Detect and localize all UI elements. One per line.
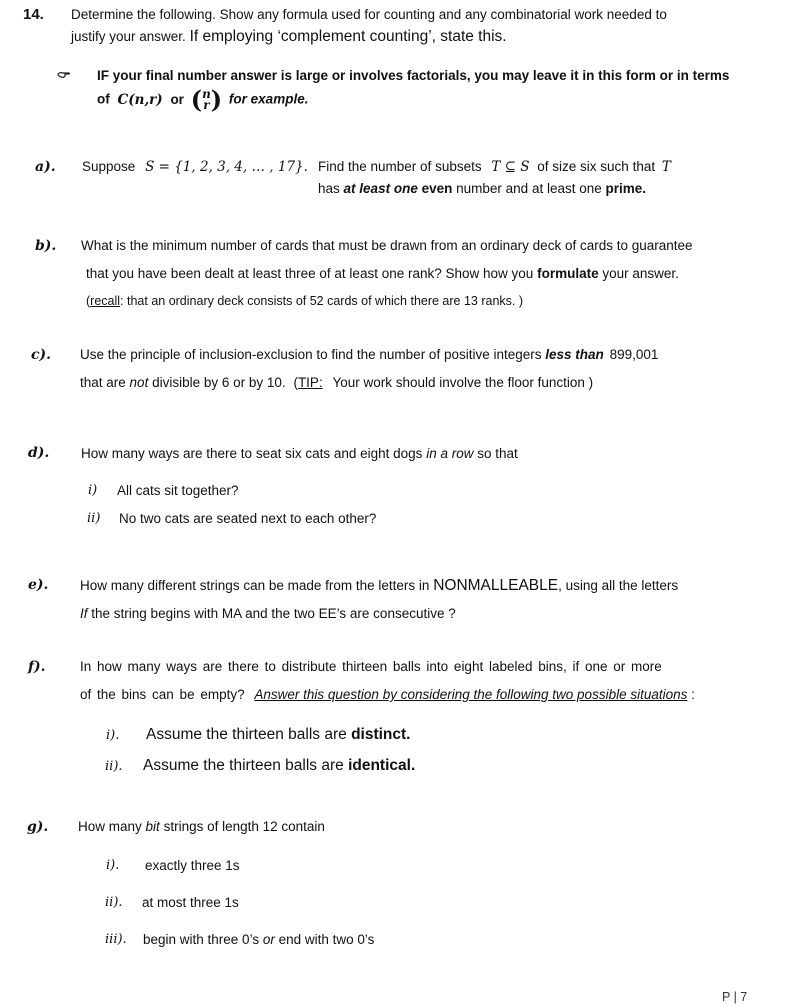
part-e-if: If (80, 606, 88, 621)
part-b-formulate: formulate (537, 266, 599, 281)
part-g-sub3-a: begin with three 0’s (143, 932, 260, 947)
part-g-bit: bit (145, 819, 160, 834)
part-c-number: 899,001 (609, 347, 659, 362)
part-c-tip-open: ( (293, 375, 298, 390)
page-footer: P | 7 (722, 990, 748, 1004)
part-g-line1c: strings of length 12 contain (163, 819, 325, 834)
part-a-line2 (318, 181, 646, 196)
recall-word: recall (90, 294, 121, 308)
part-g-line1a: How many (78, 819, 142, 834)
part-a-suppose: Suppose (82, 159, 136, 174)
part-g-sub2-label: ii). (105, 895, 123, 910)
part-a-has: has (318, 181, 340, 196)
part-g-label: g). (27, 819, 49, 835)
part-b-line2c: your answer. (602, 266, 679, 281)
recall-open: ( (86, 294, 91, 308)
part-f-sub2-label: ii). (105, 759, 123, 774)
part-a-prime: prime. (605, 181, 647, 196)
part-d-sub1-text: All cats sit together? (117, 483, 239, 498)
part-a-atleast: at least one (343, 181, 418, 196)
part-a-t: T (661, 159, 671, 175)
part-f-sub1-text: Assume the thirteen balls are (146, 726, 347, 743)
note-cnr: C(n,r) (117, 91, 163, 108)
note-example: for example. (228, 91, 309, 107)
part-f-colon: : (691, 687, 695, 702)
part-c-line2c: divisible by 6 or by 10. (152, 375, 286, 390)
part-f-instruction: Answer this question by considering the following two possible situations (254, 687, 688, 702)
part-a-find: Find the number of subsets (318, 159, 482, 174)
part-c-line1 (80, 347, 658, 362)
question-number: 14. (23, 6, 44, 23)
part-b-recall (86, 294, 523, 308)
part-f-line1: In how many ways are there to distribute thirteen balls into eight labeled bins, if one or more (80, 659, 662, 674)
question-intro-line1: Determine the following. Show any formula used for counting and any combinatorial work needed to (71, 7, 667, 22)
part-a-subset: T ⊆ S (491, 159, 530, 175)
part-b-line2 (86, 266, 679, 281)
part-b-line2a: that you have been dealt at least three of at least one rank? Show how you (86, 266, 534, 281)
part-f-line2 (80, 687, 695, 702)
part-d-so-that: so that (477, 446, 518, 461)
pointing-hand-icon (57, 68, 71, 83)
question-intro-line2 (71, 28, 507, 46)
part-g-sub3-or: or (262, 932, 275, 947)
part-g-sub2-text: at most three 1s (142, 895, 239, 910)
part-d-line1a: How many ways are there to seat six cats and eight dogs (81, 446, 423, 461)
part-a-size: of size six such that (537, 159, 656, 174)
part-f-sub1-label: i). (106, 728, 120, 743)
note-or: or (170, 91, 184, 107)
part-c-line1a: Use the principle of inclusion-exclusion to find the number of positive integers (80, 347, 542, 362)
part-a-rest: number and at least one (456, 181, 602, 196)
part-e-line1c: , using all the letters (558, 578, 679, 593)
part-f-distinct: distinct. (351, 726, 411, 743)
part-g-sub1-text: exactly three 1s (145, 858, 240, 873)
part-c-not: not (129, 375, 149, 390)
binomial-symbol: ( n r ) (190, 85, 223, 114)
part-d-sub2-label: ii) (87, 511, 101, 526)
part-f-sub2 (143, 757, 415, 775)
part-g-line1 (78, 819, 325, 834)
recall-rest: : that an ordinary deck consists of 52 cards of which there are 13 ranks. ) (120, 294, 524, 308)
part-d-sub2-text: No two cats are seated next to each other? (119, 511, 377, 526)
intro-justify-text: justify your answer. (71, 29, 186, 44)
part-e-line1 (80, 577, 678, 595)
part-f-label: f). (28, 659, 46, 675)
part-g-sub3-c: end with two 0’s (278, 932, 375, 947)
binom-bottom: r (203, 98, 210, 112)
part-a-set: S = {1, 2, 3, 4, … , 17}. (145, 159, 308, 175)
part-f-line2a: of the bins can be empty? (80, 687, 245, 702)
part-e-word: NONMALLEABLE (433, 577, 559, 594)
part-c-line2a: that are (80, 375, 126, 390)
part-c-label: c). (31, 347, 52, 363)
intro-complement-text: If employing ‘complement counting’, state this. (189, 28, 507, 45)
part-e-label: e). (28, 577, 49, 593)
part-c-tip-rest: Your work should involve the floor function ) (332, 375, 594, 390)
binom-top: n (202, 86, 211, 101)
part-a-even: even (421, 181, 453, 196)
part-f-sub2-text: Assume the thirteen balls are (143, 757, 344, 774)
part-c-less-than: less than (545, 347, 604, 362)
part-d-label: d). (28, 445, 50, 461)
part-d-sub1-label: i) (88, 483, 98, 498)
part-e-line2 (80, 606, 456, 621)
note-line1: IF your final number answer is large or involves factorials, you may leave it in this form or in terms (97, 68, 730, 83)
part-d-line1 (81, 446, 518, 461)
note-line2 (97, 85, 309, 114)
part-b-label: b). (35, 238, 57, 254)
part-a-line1-right (318, 159, 671, 175)
part-g-sub1-label: i). (106, 858, 120, 873)
part-e-line1a: How many different strings can be made from the letters in (80, 578, 430, 593)
part-c-tip-word: TIP: (297, 375, 323, 390)
part-b-line1: What is the minimum number of cards that must be drawn from an ordinary deck of cards to guarantee (81, 238, 693, 253)
part-c-line2 (80, 375, 593, 390)
note-of: of (97, 91, 110, 107)
part-a-line1 (82, 159, 308, 175)
part-g-sub3-label: iii). (105, 932, 127, 947)
part-g-sub3 (143, 932, 374, 947)
part-d-in-a-row: in a row (426, 446, 474, 461)
part-f-sub1 (146, 726, 410, 744)
part-a-label: a). (35, 159, 56, 175)
part-f-identical: identical. (348, 757, 416, 774)
part-e-line2b: the string begins with MA and the two EE’s are consecutive ? (91, 606, 456, 621)
